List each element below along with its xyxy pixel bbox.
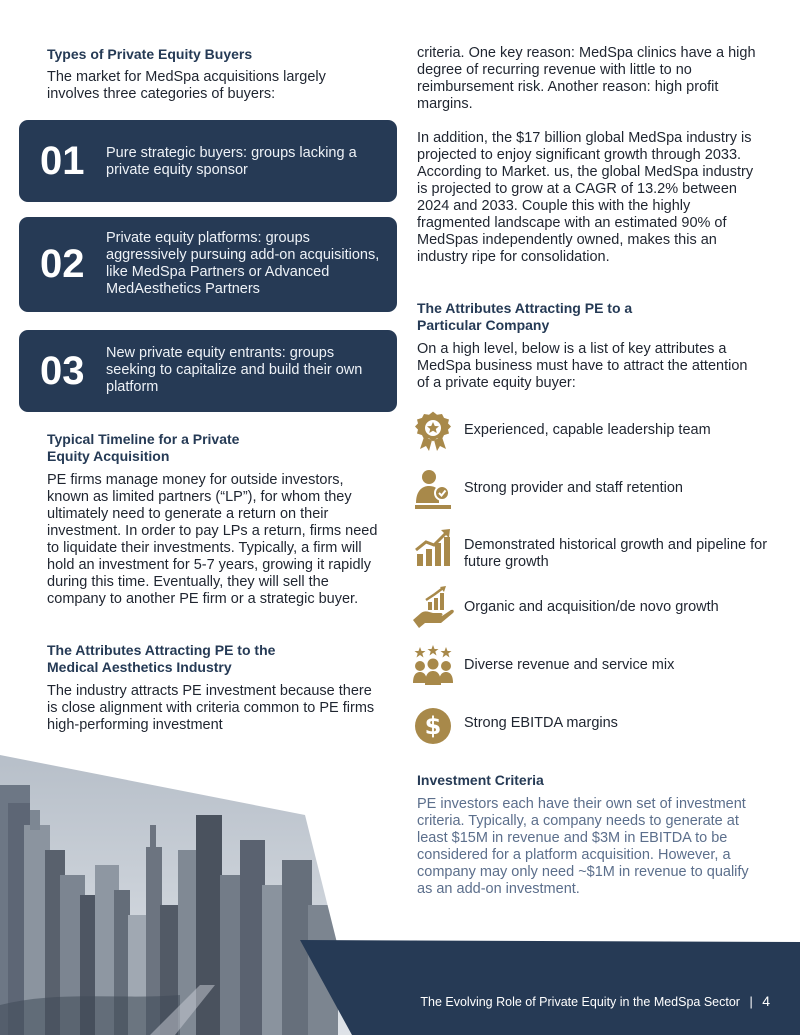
- company-heading: The Attributes Attracting PE to a Particular Company: [417, 300, 633, 333]
- award-ribbon-icon: [411, 409, 455, 453]
- industry-heading: The Attributes Attracting PE to the Medical Aesthetics Industry: [47, 642, 276, 675]
- timeline-body: PE firms manage money for outside investors, known as limited partners (“LP”), for whom they ultimately need to generate a return on their investment. In order to pay LPs a return, firms need to liquidate their investments. Typically, a firm will hold an investment for 5-7 years, growing it rapidly during this time. Eventually, they will sell the company to another PE firm or a strategic buyer.: [47, 472, 378, 607]
- buyers-intro: The market for MedSpa acquisitions largely involves three categories of buyers:: [47, 69, 326, 102]
- page-number: 4: [762, 993, 770, 1009]
- footer-title: The Evolving Role of Private Equity in the MedSpa Sector: [420, 995, 740, 1009]
- continued-paragraph: criteria. One key reason: MedSpa clinics have a high degree of recurring revenue with little to no reimbursement risk. Another reason: high profit margins.: [417, 45, 756, 112]
- buyer-text: New private equity entrants: groups seeking to capitalize and build their own platform: [106, 345, 363, 395]
- footer: [420, 993, 770, 1009]
- attribute-text: Experienced, capable leadership team: [464, 422, 711, 438]
- buyers-heading: Types of Private Equity Buyers: [47, 46, 253, 62]
- buyer-number: 02: [40, 242, 85, 286]
- staff-retention-icon: [411, 467, 455, 511]
- buyer-card-1: [19, 120, 397, 202]
- timeline-heading: Typical Timeline for a Private Equity Acquisition: [47, 431, 240, 464]
- buyer-card-3: [19, 330, 397, 412]
- growth-chart-icon: [411, 526, 455, 570]
- attribute-text: Organic and acquisition/de novo growth: [464, 599, 719, 615]
- market-growth-paragraph: In addition, the $17 billion global MedSpa industry is projected to enjoy significant growth through 2033. According to Market. us, the global MedSpa industry is projected to grow at a CAGR of 13.2% between 2024 and 2033. Couple this with the highly fragmented landscape with an estimated 90% of MedSpas independently owned, makes this an industry ripe for consolidation.: [417, 130, 754, 265]
- svg-text:$: $: [424, 712, 442, 740]
- attribute-text: Demonstrated historical growth and pipeline for future growth: [464, 537, 768, 570]
- buyer-card-2: [19, 217, 397, 312]
- attribute-text: Strong provider and staff retention: [464, 480, 683, 496]
- buyer-text: Pure strategic buyers: groups lacking a private equity sponsor: [106, 145, 357, 178]
- hand-growth-icon: [411, 586, 455, 630]
- attribute-text: Diverse revenue and service mix: [464, 657, 675, 673]
- footer-band: [0, 900, 800, 1035]
- buyer-number: 03: [40, 349, 85, 393]
- dollar-coin-icon: [411, 704, 455, 748]
- investment-body: PE investors each have their own set of investment criteria. Typically, a company needs to generate at least $15M in revenue and $3M in EBITDA to be considered for a platform acquisition. However, a company may only need ~$1M in revenue to qualify as an add-on investment.: [417, 796, 749, 897]
- investment-heading: Investment Criteria: [417, 772, 544, 788]
- industry-body: The industry attracts PE investment because there is close alignment with criteria common to PE firms high-performing investment: [47, 683, 375, 733]
- company-intro: On a high level, below is a list of key attributes a MedSpa business must have to attract the attention of a private equity buyer:: [417, 341, 748, 391]
- footer-separator: |: [749, 995, 753, 1009]
- attribute-text: Strong EBITDA margins: [464, 715, 618, 731]
- buyer-text: Private equity platforms: groups aggressively pursuing add-on acquisitions, like MedSpa Partners or Advanced MedAesthetics Partners: [106, 230, 380, 297]
- buyer-number: 01: [40, 139, 85, 183]
- group-stars-icon: [411, 645, 455, 689]
